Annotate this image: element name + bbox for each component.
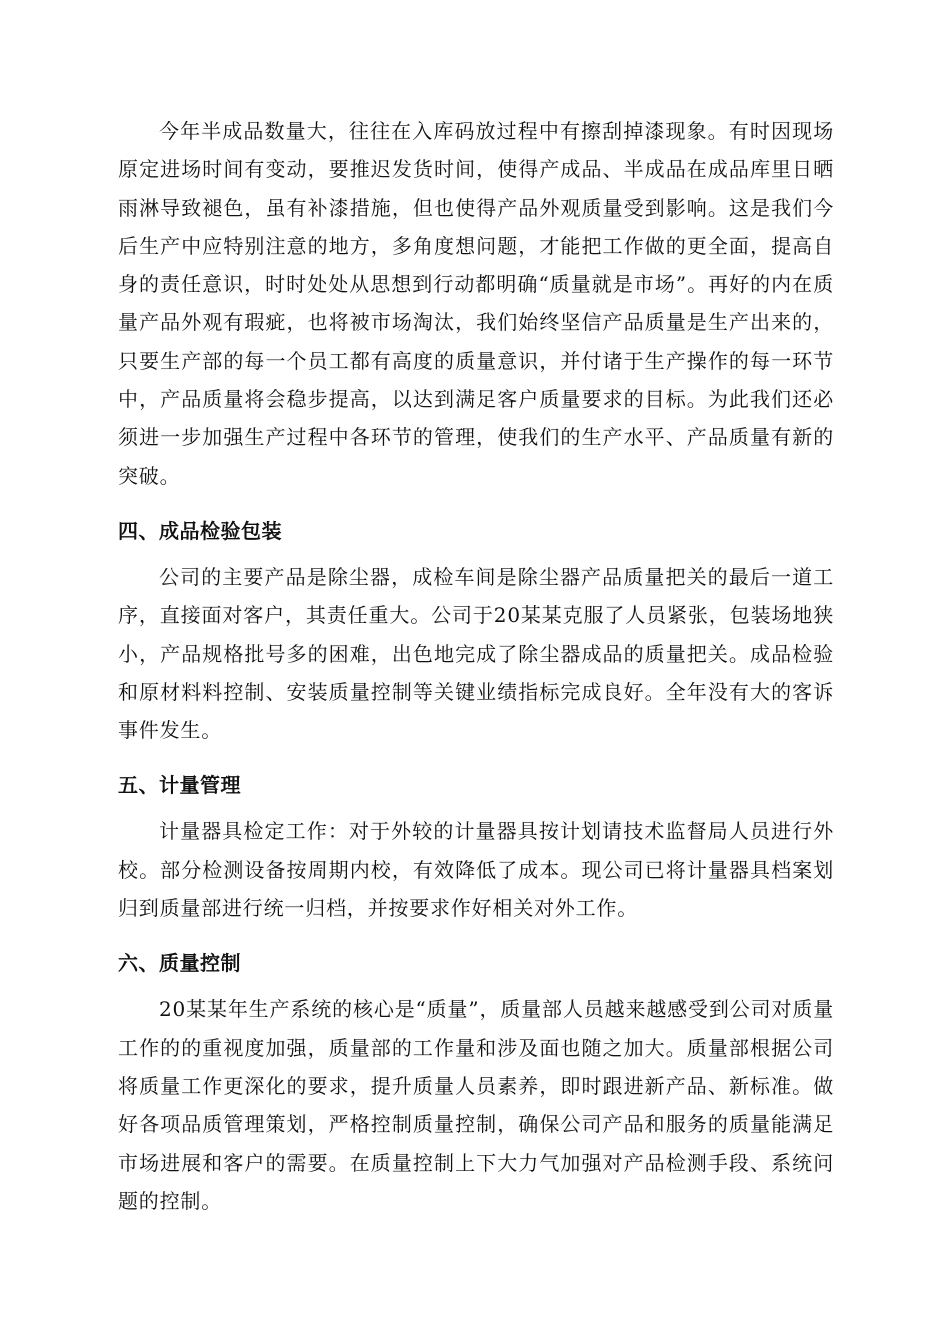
spacer [118, 495, 834, 516]
section-heading-metrology: 五、计量管理 [118, 773, 241, 798]
spacer [118, 546, 834, 558]
paragraph-production-quality: 今年半成品数量大，往往在入库码放过程中有擦刮掉漆现象。有时因现场原定进场时间有变动，要推迟发货时间，使得产成品、半成品在成品库里日晒雨淋导致褪色，虽有补漆措施，但也使得产品外观质量受到影响。这是我们今后生产中应特别注意的地方，多角度想问题，才能把工作做的更全面，提高自身的责任意识，时时处处从思想到行动都明确“质量就是市场”。再好的内在质量产品外观有瑕疵，也将被市场淘汰，我们始终坚信产品质量是生产出来的，只要生产部的每一个员工都有高度的质量意识，并付诸于生产操作的每一环节中，产品质量将会稳步提高，以达到满足客户质量要求的目标。为此我们还必须进一步加强生产过程中各环节的管理，使我们的生产水平、产品质量有新的突破。 [118, 119, 834, 488]
paragraph-quality-control: 20某某年生产系统的核心是“质量”，质量部人员越来越感受到公司对质量工作的的重视度加强，质量部的工作量和涉及面也随之加大。质量部根据公司将质量工作更深化的要求，提升质量人员素养，即时跟进新产品、新标准。做好各项品质管理策划，严格控制质量控制，确保公司产品和服务的质量能满足市场进展和客户的需要。在质量控制上下大力气加强对产品检测手段、系统问题的控制。 [118, 997, 834, 1213]
spacer [118, 800, 834, 812]
section-heading-inspection-packaging: 四、成品检验包装 [118, 518, 282, 543]
paragraph-metrology: 计量器具检定工作：对于外较的计量器具按计划请技术监督局人员进行外校。部分检测设备按周期内校，有效降低了成本。现公司已将计量器具档案划归到质量部进行统一归档，并按要求作好相关对外工作。 [118, 819, 834, 921]
spacer [118, 978, 834, 990]
section-heading-quality-control: 六、质量控制 [118, 951, 241, 976]
paragraph-inspection-packaging: 公司的主要产品是除尘器，成检车间是除尘器产品质量把关的最后一道工序，直接面对客户，其责任重大。公司于20某某克服了人员紧张，包装场地狭小，产品规格批号多的困难，出色地完成了除尘器成品的质量把关。成品检验和原材料料控制、安装质量控制等关键业绩指标完成良好。全年没有大的客诉事件发生。 [118, 564, 834, 743]
spacer [118, 927, 834, 948]
document-body [118, 112, 834, 1220]
spacer [118, 749, 834, 770]
